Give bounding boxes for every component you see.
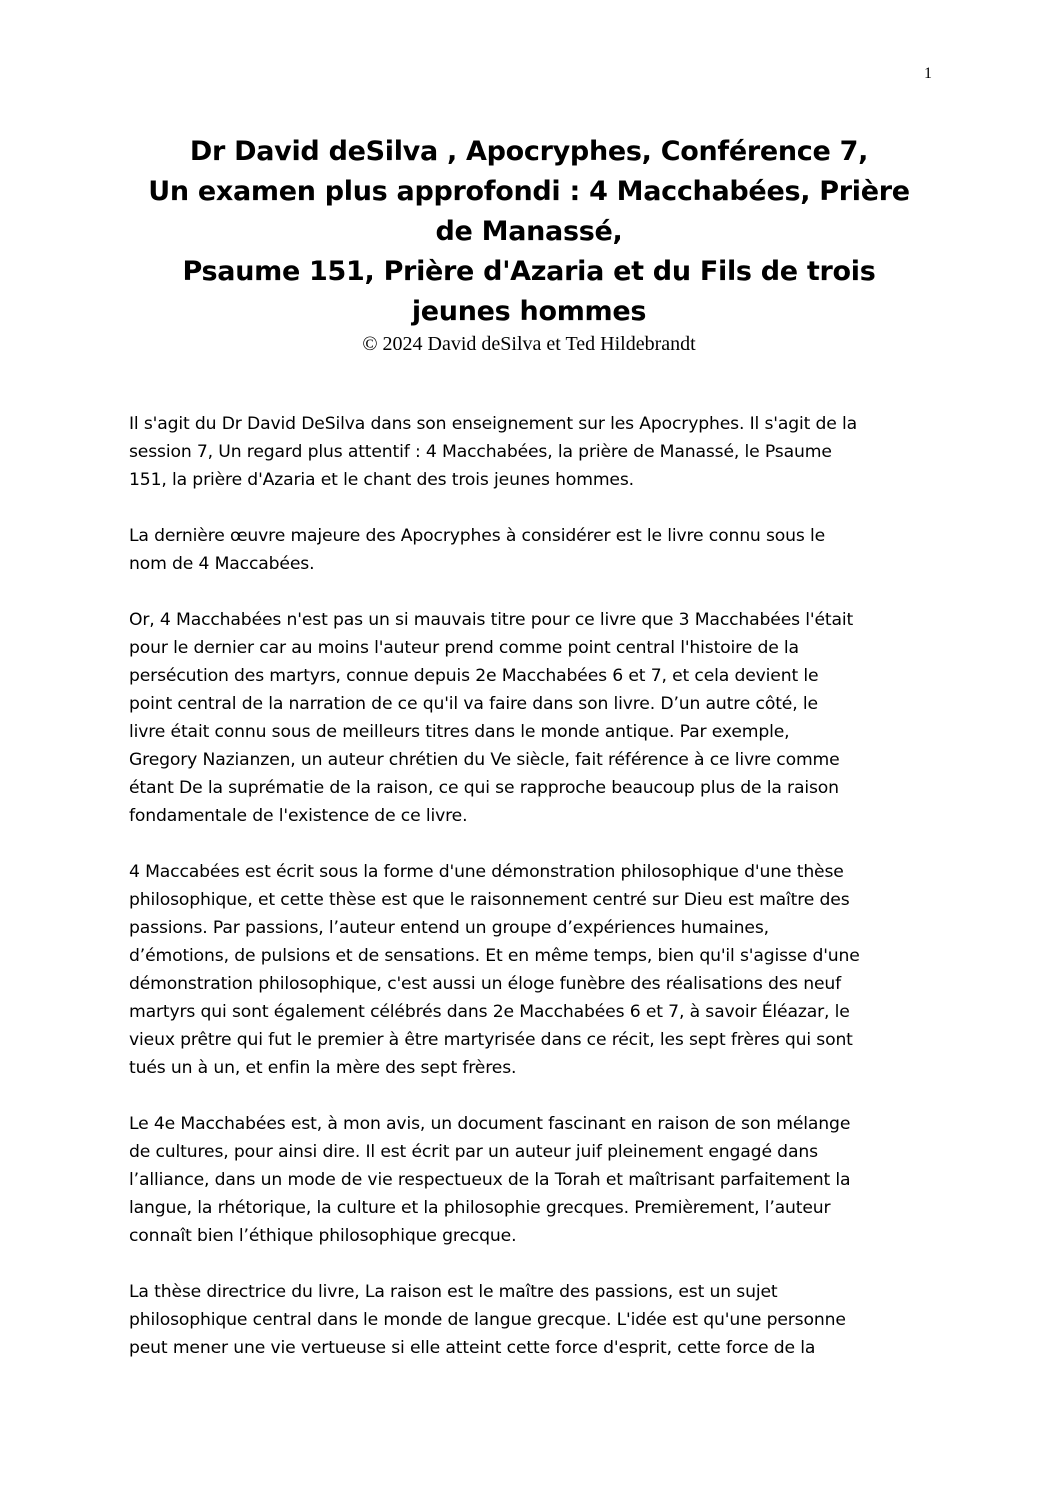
text-line: 4 Maccabées est écrit sous la forme d'une démonstration philosophique d'une thèse [129, 862, 844, 882]
text-line: démonstration philosophique, c'est aussi un éloge funèbre des réalisations des neuf [129, 974, 842, 994]
title-line: de Manassé, [435, 216, 623, 247]
paragraph [129, 858, 939, 1082]
title-line: Un examen plus approfondi : 4 Macchabées, Prière [148, 176, 910, 207]
text-line: tués un à un, et enfin la mère des sept frères. [129, 1058, 517, 1078]
text-line: Il s'agit du Dr David DeSilva dans son enseignement sur les Apocryphes. Il s'agit de la [129, 414, 857, 434]
text-line: connaît bien l’éthique philosophique grecque. [129, 1226, 517, 1246]
paragraph [129, 410, 939, 494]
text-line: d’émotions, de pulsions et de sensations. Et en même temps, bien qu'il s'agisse d'une [129, 946, 860, 966]
text-line: vieux prêtre qui fut le premier à être martyrisée dans ce récit, les sept frères qui sont [129, 1030, 853, 1050]
text-line: philosophique, et cette thèse est que le raisonnement centré sur Dieu est maître des [129, 890, 850, 910]
text-line: langue, la rhétorique, la culture et la philosophie grecques. Premièrement, l’auteur [129, 1198, 831, 1218]
paragraph [129, 1278, 939, 1362]
text-line: La dernière œuvre majeure des Apocryphes à considérer est le livre connu sous le [129, 526, 826, 546]
text-line: livre était connu sous de meilleurs titres dans le monde antique. Par exemple, [129, 722, 790, 742]
paragraph [129, 522, 939, 578]
document-title [110, 132, 948, 332]
paragraph [129, 1110, 939, 1250]
text-line: fondamentale de l'existence de ce livre. [129, 806, 468, 826]
text-line: martyrs qui sont également célébrés dans 2e Macchabées 6 et 7, à savoir Éléazar, le [129, 1002, 850, 1022]
text-line: session 7, Un regard plus attentif : 4 Macchabées, la prière de Manassé, le Psaume [129, 442, 832, 462]
page-number: 1 [924, 65, 932, 82]
text-line: peut mener une vie vertueuse si elle atteint cette force d'esprit, cette force de la [129, 1338, 816, 1358]
text-line: Or, 4 Macchabées n'est pas un si mauvais titre pour ce livre que 3 Macchabées l'était [129, 610, 854, 630]
text-line: point central de la narration de ce qu'il va faire dans son livre. D’un autre côté, le [129, 694, 818, 714]
text-line: La thèse directrice du livre, La raison est le maître des passions, est un sujet [129, 1282, 778, 1302]
text-line: passions. Par passions, l’auteur entend un groupe d’expériences humaines, [129, 918, 769, 938]
text-line: pour le dernier car au moins l'auteur prend comme point central l'histoire de la [129, 638, 799, 658]
paragraph [129, 606, 939, 830]
text-line: persécution des martyrs, connue depuis 2e Macchabées 6 et 7, et cela devient le [129, 666, 819, 686]
text-line: philosophique central dans le monde de langue grecque. L'idée est qu'une personne [129, 1310, 846, 1330]
text-line: 151, la prière d'Azaria et le chant des trois jeunes hommes. [129, 470, 634, 490]
title-line: Dr David deSilva , Apocryphes, Conférence 7, [189, 136, 869, 167]
text-line: Gregory Nazianzen, un auteur chrétien du Ve siècle, fait référence à ce livre comme [129, 750, 840, 770]
text-line: l’alliance, dans un mode de vie respectueux de la Torah et maîtrisant parfaitement la [129, 1170, 851, 1190]
document-header [110, 132, 948, 356]
text-line: Le 4e Macchabées est, à mon avis, un document fascinant en raison de son mélange [129, 1114, 851, 1134]
text-line: de cultures, pour ainsi dire. Il est écrit par un auteur juif pleinement engagé dans [129, 1142, 818, 1162]
title-line: jeunes hommes [411, 296, 647, 327]
text-line: étant De la suprématie de la raison, ce qui se rapproche beaucoup plus de la raison [129, 778, 839, 798]
document-body [129, 410, 939, 1390]
copyright-notice: © 2024 David deSilva et Ted Hildebrandt [362, 333, 696, 355]
text-line: nom de 4 Maccabées. [129, 554, 315, 574]
title-line: Psaume 151, Prière d'Azaria et du Fils de trois [182, 256, 876, 287]
